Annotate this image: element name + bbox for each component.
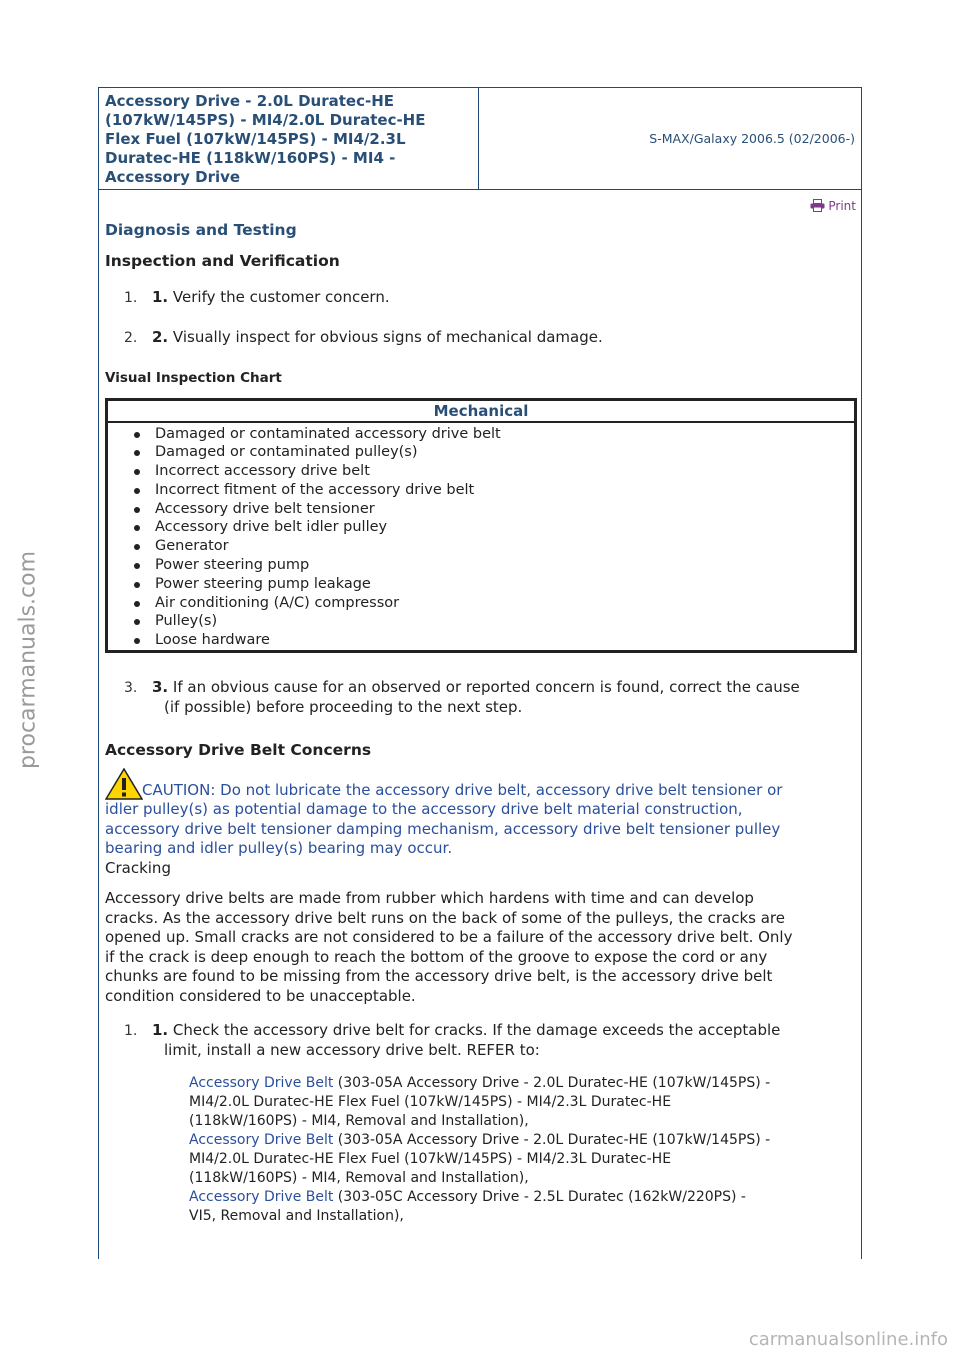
caution-block <box>105 781 856 879</box>
caution-line: CAUTION: Do not lubricate the accessory drive belt, accessory drive belt tensioner or <box>142 780 783 799</box>
mechanical-table <box>105 398 857 654</box>
list-item: Generator <box>134 537 854 556</box>
list-item: Damaged or contaminated accessory drive belt <box>134 425 854 444</box>
list-item: Power steering pump <box>134 556 854 575</box>
manual-page-frame <box>98 87 862 1259</box>
step-bold-number: 1. <box>152 1021 169 1040</box>
step-bold-number: 2. <box>152 327 169 346</box>
paragraph-line: if the crack is deep enough to reach the bottom of the groove to expose the cord or any <box>105 947 768 966</box>
step-item <box>105 1021 856 1060</box>
printer-icon <box>810 199 825 212</box>
paragraph-line: condition considered to be unacceptable. <box>105 986 416 1005</box>
bottom-watermark: carmanualsonline.info <box>748 1329 948 1350</box>
step-text: Verify the customer concern. <box>168 288 390 306</box>
step-item <box>105 678 856 717</box>
step-bold-number: 1. <box>152 288 169 306</box>
vehicle-model: S-MAX/Galaxy 2006.5 (02/2006-) <box>649 131 855 146</box>
mechanical-header: Mechanical <box>108 401 854 423</box>
reference-text: (118kW/160PS) - MI4, Removal and Installation), <box>189 1113 529 1130</box>
step-number: 1. <box>124 290 138 306</box>
step-text: If an obvious cause for an observed or reported concern is found, correct the cause <box>168 678 800 697</box>
title-line: Duratec-HE (118kW/160PS) - MI4 - <box>105 149 396 167</box>
side-watermark <box>8 0 48 1358</box>
list-item: Damaged or contaminated pulley(s) <box>134 443 854 462</box>
reference-item <box>189 1131 856 1188</box>
reference-text: VI5, Removal and Installation), <box>189 1208 404 1225</box>
reference-link[interactable]: Accessory Drive Belt <box>189 1075 334 1092</box>
reference-link[interactable]: Accessory Drive Belt <box>189 1132 334 1149</box>
list-item: Loose hardware <box>134 631 854 650</box>
paragraph-line: opened up. Small cracks are not considered to be a failure of the accessory drive belt. Only <box>105 928 793 947</box>
step-text: (if possible) before proceeding to the next step. <box>164 697 523 716</box>
reference-text: MI4/2.0L Duratec-HE Flex Fuel (107kW/145PS) - MI4/2.3L Duratec-HE <box>189 1151 672 1168</box>
mechanical-list <box>108 423 854 651</box>
reference-item <box>189 1074 856 1131</box>
step-number: 2. <box>124 329 138 346</box>
step-number: 3. <box>124 680 138 697</box>
belt-concerns-title: Accessory Drive Belt Concerns <box>105 741 372 760</box>
reference-text: (303-05A Accessory Drive - 2.0L Duratec-HE (107kW/145PS) - <box>333 1075 771 1092</box>
paragraph-line: cracks. As the accessory drive belt runs on the back of some of the pulleys, the cracks are <box>105 908 785 927</box>
title-line: (107kW/145PS) - MI4/2.0L Duratec-HE <box>105 111 426 129</box>
reference-item <box>189 1188 856 1226</box>
caution-line: accessory drive belt tensioner damping mechanism, accessory drive belt tensioner pulley <box>105 819 781 838</box>
paragraph-line: chunks are found to be missing from the accessory drive belt, is the accessory drive belt <box>105 967 773 986</box>
list-item: Power steering pump leakage <box>134 575 854 594</box>
step-text: Check the accessory drive belt for cracks. If the damage exceeds the acceptable <box>168 1021 781 1040</box>
step-number: 1. <box>124 1023 138 1040</box>
step-item <box>105 328 856 348</box>
page-content <box>99 197 861 1226</box>
reference-link[interactable]: Accessory Drive Belt <box>189 1189 334 1206</box>
list-item: Incorrect accessory drive belt <box>134 462 854 481</box>
list-item: Incorrect fitment of the accessory drive belt <box>134 481 854 500</box>
chart-title: Visual Inspection Chart <box>105 370 282 386</box>
list-item: Air conditioning (A/C) compressor <box>134 594 854 613</box>
title-line: Accessory Drive <box>105 168 241 186</box>
step-item <box>105 288 856 308</box>
page-header <box>99 88 861 190</box>
cracking-label: Cracking <box>105 858 171 877</box>
paragraph-line: Accessory drive belts are made from rubber which hardens with time and can develop <box>105 889 754 908</box>
subsection-title: Inspection and Verification <box>105 251 340 270</box>
print-label: Print <box>828 199 856 213</box>
warning-icon <box>105 768 143 800</box>
list-item: Accessory drive belt idler pulley <box>134 518 854 537</box>
cracking-paragraph <box>105 889 856 1006</box>
section-title: Diagnosis and Testing <box>105 221 297 239</box>
reference-text: MI4/2.0L Duratec-HE Flex Fuel (107kW/145PS) - MI4/2.3L Duratec-HE <box>189 1094 672 1111</box>
reference-list <box>105 1074 856 1226</box>
step-bold-number: 3. <box>152 678 169 697</box>
caution-line: bearing and idler pulley(s) bearing may occur. <box>105 839 453 858</box>
page-title <box>99 88 479 189</box>
side-watermark-text: procarmanuals.com <box>15 550 41 770</box>
title-line: Accessory Drive - 2.0L Duratec-HE <box>105 92 394 110</box>
step-text: Visually inspect for obvious signs of mechanical damage. <box>168 327 603 346</box>
reference-text: (118kW/160PS) - MI4, Removal and Installation), <box>189 1170 529 1187</box>
list-item: Accessory drive belt tensioner <box>134 500 854 519</box>
title-line: Flex Fuel (107kW/145PS) - MI4/2.3L <box>105 130 406 148</box>
step-text: limit, install a new accessory drive belt. REFER to: <box>164 1040 540 1059</box>
list-item: Pulley(s) <box>134 612 854 631</box>
reference-text: (303-05C Accessory Drive - 2.5L Duratec (162kW/220PS) - <box>333 1189 746 1206</box>
caution-line: idler pulley(s) as potential damage to the accessory drive belt material construction, <box>105 800 743 819</box>
print-link[interactable] <box>105 197 856 213</box>
reference-text: (303-05A Accessory Drive - 2.0L Duratec-HE (107kW/145PS) - <box>333 1132 771 1149</box>
